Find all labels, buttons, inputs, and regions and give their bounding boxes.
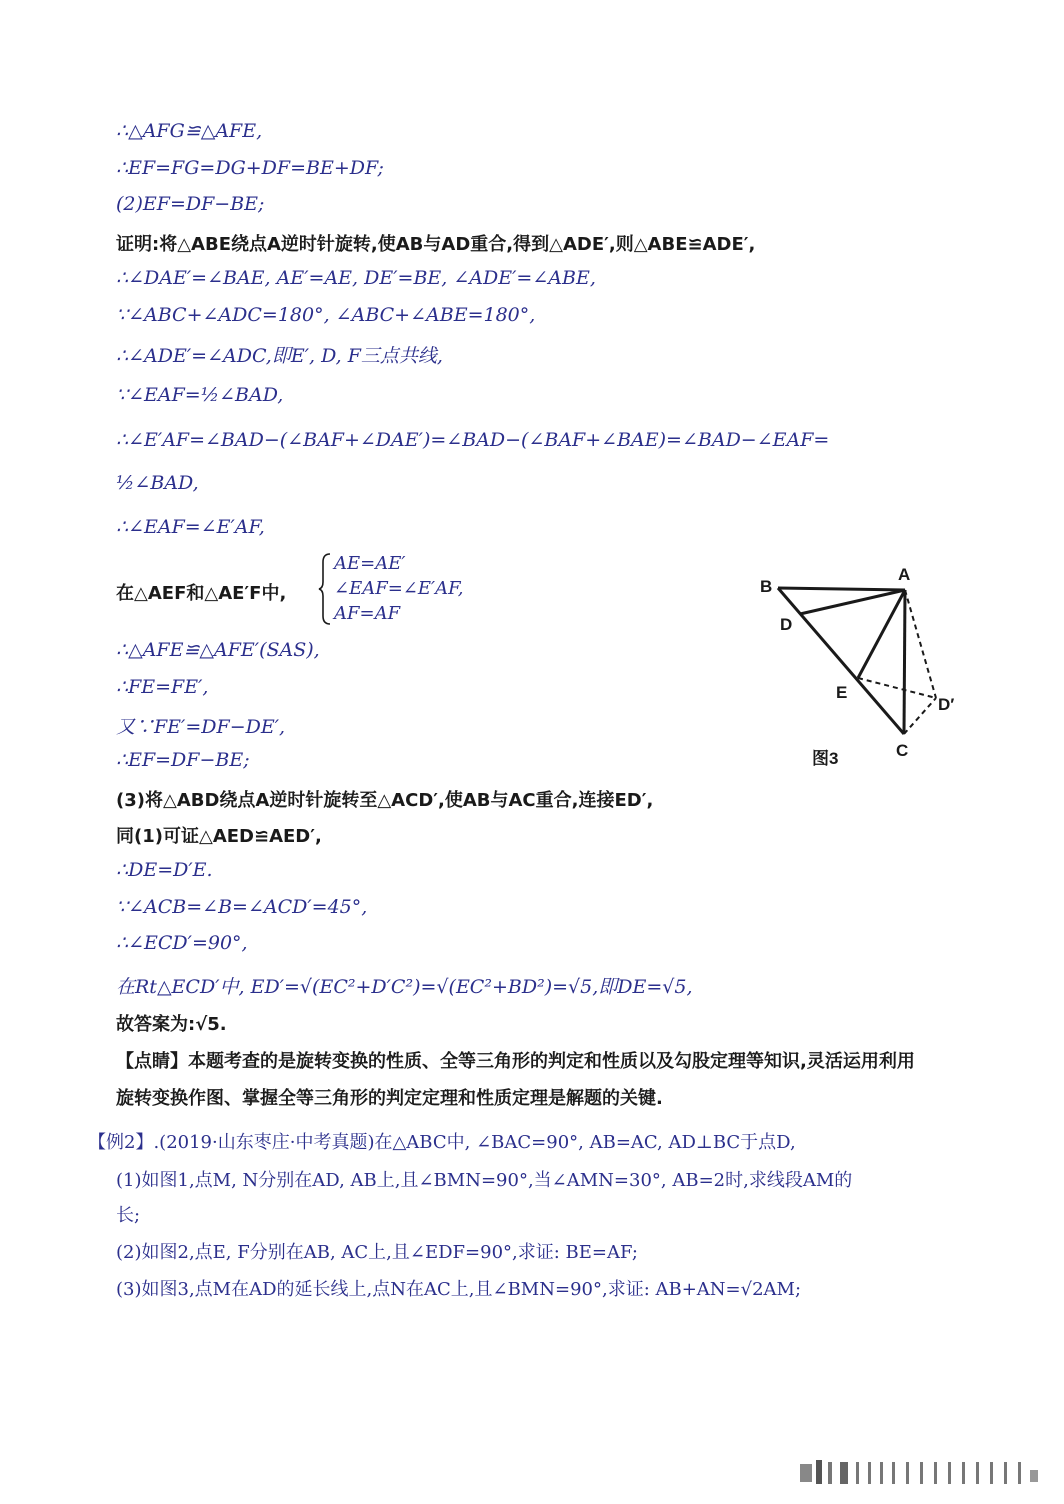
segment-BA bbox=[778, 588, 905, 590]
text-line: ∴∠ECD′=90°, bbox=[116, 932, 248, 954]
label-B: B bbox=[760, 577, 773, 596]
text-line: ∴EF=FG=DG+DF=BE+DF; bbox=[116, 157, 384, 179]
label-A: A bbox=[898, 565, 911, 584]
text-line: ∴∠DAE′=∠BAE, AE′=AE, DE′=BE, ∠ADE′=∠ABE, bbox=[116, 267, 596, 289]
label-D: D bbox=[780, 615, 793, 634]
segment-AD-prime bbox=[905, 590, 936, 698]
text-line: ∴∠E′AF=∠BAD−(∠BAF+∠DAE′)=∠BAD−(∠BAF+∠BAE)=∠BAD−∠EAF= bbox=[116, 429, 830, 451]
text-line: ∴∠ADE′=∠ADC,即E′, D, F三点共线, bbox=[116, 345, 443, 367]
text-line: 在△AEF和△AE′F中, bbox=[116, 583, 287, 604]
figure-caption: 图3 bbox=[812, 749, 839, 768]
text-line: (1)如图1,点M, N分别在AD, AB上,且∠BMN=90°,当∠AMN=30°, AB=2时,求线段AM的 bbox=[116, 1170, 853, 1191]
label-E: E bbox=[836, 683, 848, 702]
text-line: 旋转变换作图、掌握全等三角形的判定定理和性质定理是解题的关键. bbox=[116, 1088, 663, 1109]
text-line: 证明:将△ABE绕点A逆时针旋转,使AB与AD重合,得到△ADE′,则△ABE≌ADE′, bbox=[116, 234, 756, 255]
segment-BC bbox=[778, 588, 904, 734]
text-line: ∵∠EAF=½∠BAD, bbox=[116, 384, 284, 406]
text-line: (2)EF=DF−BE; bbox=[116, 193, 265, 215]
text-line: (3)将△ABD绕点A逆时针旋转至△ACD′,使AB与AC重合,连接ED′, bbox=[116, 790, 654, 811]
text-line: ∴△AFE≌△AFE′(SAS), bbox=[116, 639, 320, 661]
text-line: AF=AF bbox=[334, 603, 401, 624]
text-line: ∴FE=FE′, bbox=[116, 676, 209, 698]
brace-icon bbox=[318, 552, 332, 626]
text-line: ∴DE=D′E. bbox=[116, 859, 213, 881]
text-line: 长; bbox=[116, 1205, 141, 1226]
text-line: 故答案为:√5. bbox=[116, 1014, 227, 1035]
text-line: 又∵FE′=DF−DE′, bbox=[116, 716, 286, 738]
text-line: (3)如图3,点M在AD的延长线上,点N在AC上,且∠BMN=90°,求证: AB+AN=√2AM; bbox=[116, 1279, 802, 1300]
text-line: ∴∠EAF=∠E′AF, bbox=[116, 516, 265, 538]
label-D-prime: D′ bbox=[938, 695, 955, 714]
text-line: ∴△AFG≌△AFE, bbox=[116, 120, 263, 142]
segment-CD-prime bbox=[904, 698, 936, 734]
text-line: 同(1)可证△AED≌AED′, bbox=[116, 826, 322, 847]
geometry-figure-3 bbox=[748, 560, 978, 790]
segment-AC bbox=[904, 590, 905, 734]
text-line: ½∠BAD, bbox=[116, 472, 199, 494]
label-C: C bbox=[896, 741, 909, 760]
text-line: ∴EF=DF−BE; bbox=[116, 749, 250, 771]
text-line: 在Rt△ECD′中, ED′=√(EC²+D′C²)=√(EC²+BD²)=√5,即DE=√5, bbox=[116, 976, 693, 998]
example-heading: 【例2】.(2019·山东枣庄·中考真题)在△ABC中, ∠BAC=90°, AB=AC, AD⊥BC于点D, bbox=[88, 1132, 796, 1153]
text-line: AE=AE′ bbox=[334, 553, 406, 574]
text-line: ∵∠ABC+∠ADC=180°, ∠ABC+∠ABE=180°, bbox=[116, 304, 536, 326]
text-line: ∠EAF=∠E′AF, bbox=[334, 578, 464, 599]
text-line: (2)如图2,点E, F分别在AB, AC上,且∠EDF=90°,求证: BE=AF; bbox=[116, 1242, 638, 1263]
text-line: ∵∠ACB=∠B=∠ACD′=45°, bbox=[116, 896, 368, 918]
barcode-decoration bbox=[800, 1458, 1040, 1486]
text-line: 【点睛】本题考查的是旋转变换的性质、全等三角形的判定和性质以及勾股定理等知识,灵活运用利用 bbox=[116, 1051, 915, 1072]
segment-AE bbox=[858, 590, 905, 678]
segment-AD bbox=[800, 590, 905, 614]
